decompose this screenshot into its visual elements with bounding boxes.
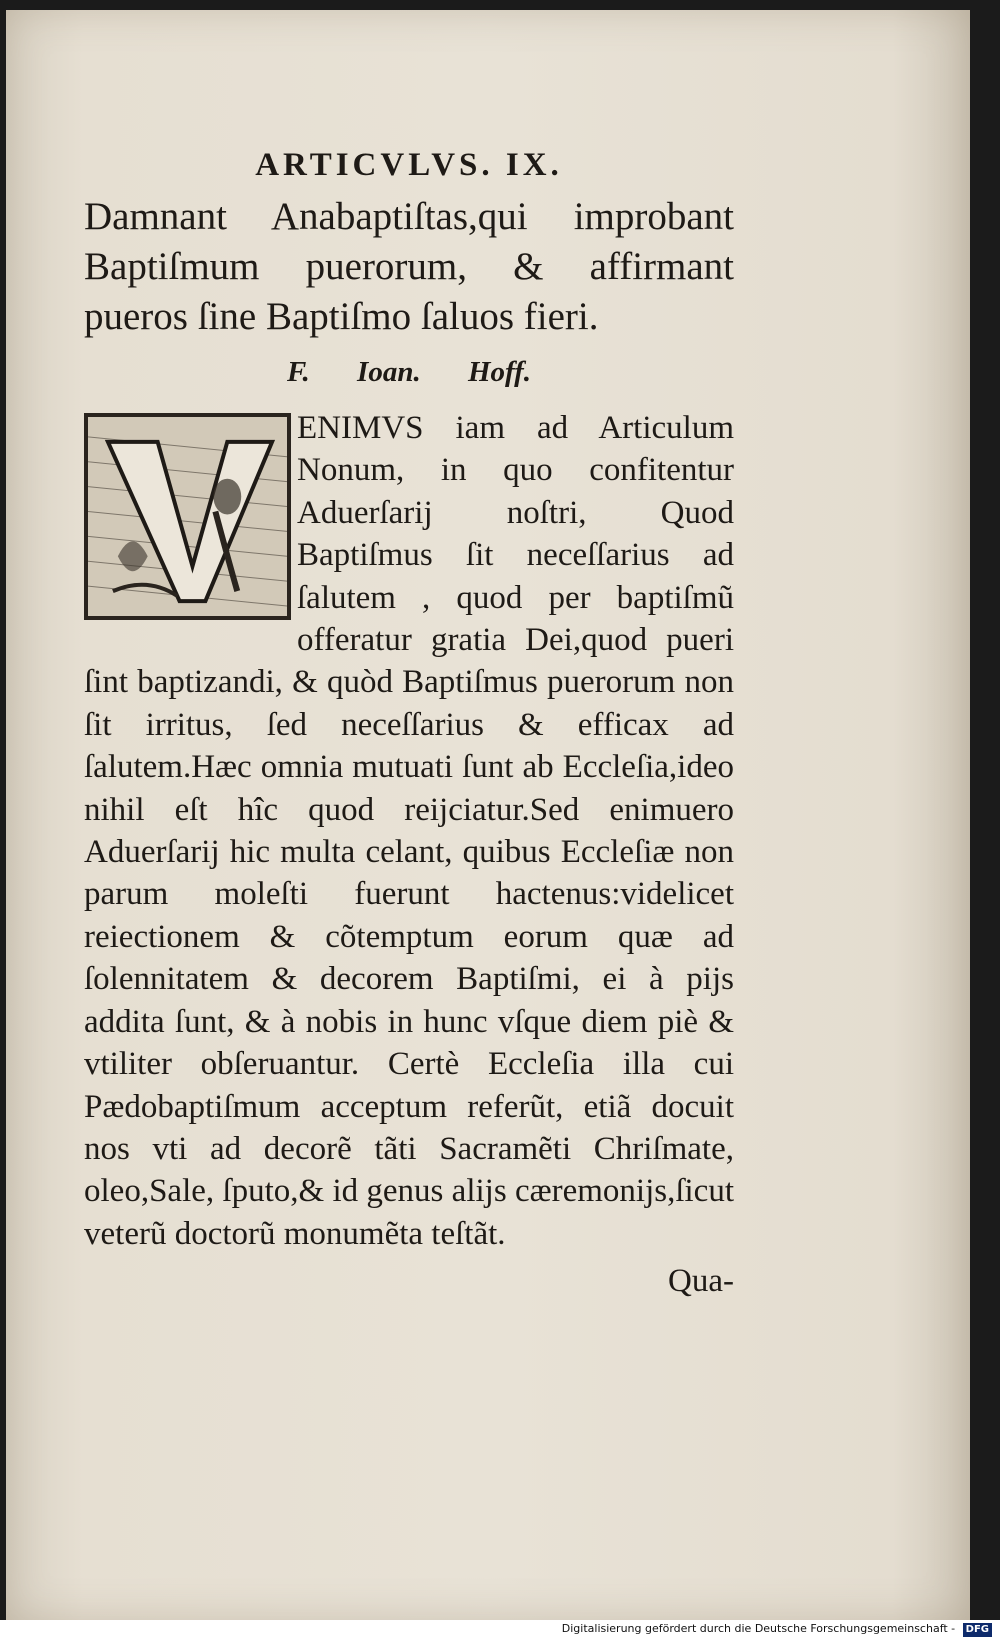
body-paragraph: ENIMVS iam ad Articulum Nonum, in quo confitentur Aduerſarij noſtri, Quod Baptiſmus ſit neceſſarius ad ſalutem , quod per baptiſmũ offeratur gratia Dei,quod pueri ſint baptizandi, & quòd Baptiſmus puerorum non ſit irritus, ſed neceſſarius & efficax ad ſalutem.Hæc omnia mutuati ſunt ab Eccleſia,ideo nihil eſt hîc quod reijciatur.Sed enimuero Aduerſarij hic multa celant, quibus Eccleſiæ non parum moleſti fuerunt hactenus:videlicet reiectionem & cõtemptum eorum quæ ad ſolennitatem & decorem Baptiſmi, ei à pijs addita ſunt, & à nobis in hunc vſque diem piè & vtiliter obſeruantur. Certè Eccleſia illa cui Pædobaptiſmum acceptum referũt, etiã docuit nos vti ad decorẽ tãti Sacramẽti Chriſmate, oleo,Sale, ſputo,& id genus alijs cæremonijs,ſicut veterũ doctorũ monumẽta teſtãt. bbox=[84, 410, 734, 1252]
attribution: F. Ioan. Hoff. bbox=[286, 356, 532, 388]
book-page bbox=[6, 10, 970, 1620]
initial-woodcut-icon bbox=[88, 417, 287, 616]
footer-credit: Digitalisierung gefördert durch die Deutsche Forschungsgemeinschaft - bbox=[561, 1622, 956, 1635]
article-heading: ARTICVLVS. IX. bbox=[255, 147, 563, 183]
catchword: Qua- bbox=[668, 1263, 734, 1300]
text-block bbox=[84, 135, 734, 1300]
digitization-footer bbox=[0, 1620, 1000, 1638]
decorated-initial bbox=[84, 413, 291, 620]
dfg-logo: DFG bbox=[963, 1623, 992, 1637]
body-text bbox=[84, 407, 734, 1255]
article-summary: Damnant Anabaptiſtas,qui improbant Baptiſmum puerorum, & affirmant pueros ſine Baptiſmo ſaluos fieri. bbox=[84, 195, 734, 338]
